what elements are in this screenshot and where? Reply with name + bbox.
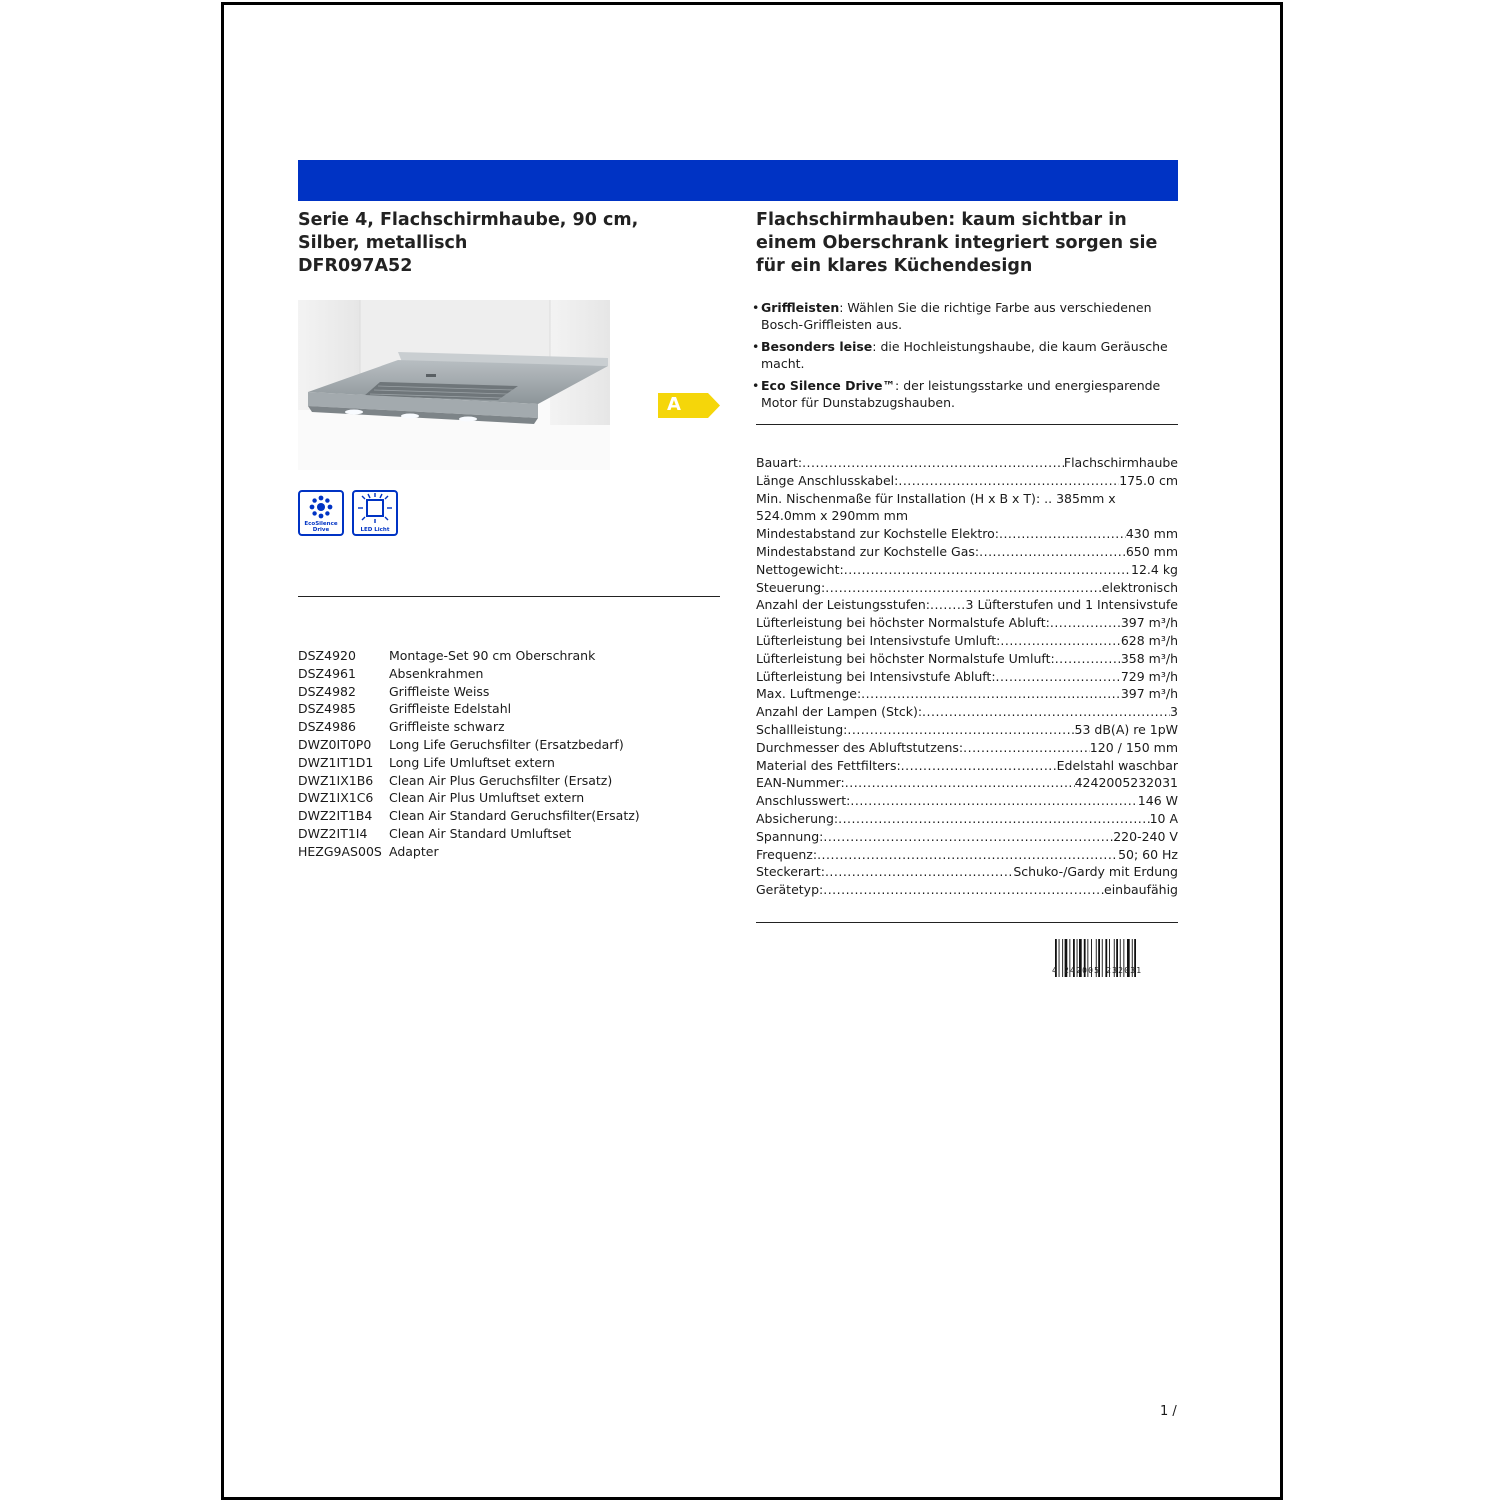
list-item: DSZ4920 Montage-Set 90 cm Oberschrank (298, 648, 596, 663)
spec-row: Anzahl der Lampen (Stck): ..... 3 (756, 703, 1178, 721)
list-item: DSZ4982 Griffleiste Weiss (298, 683, 490, 699)
list-item: DWZ2IT1B4 Clean Air Standard Geruchsfilter(Ersatz) (298, 808, 640, 824)
spec-row: Mindestabstand zur Kochstelle Elektro: ..... 430 mm (756, 525, 1178, 543)
accessories-table (298, 647, 640, 861)
spec-row: Durchmesser des Abluftstutzens: ..... 120 / 150 mm (756, 739, 1178, 757)
product-title-line: Serie 4, Flachschirmhaube, 90 cm, (298, 210, 639, 230)
headline-line: für ein klares Küchendesign (756, 256, 1033, 276)
list-item: DWZ2IT1I4 Clean Air Standard Umluftset (298, 825, 572, 841)
product-photo (298, 300, 610, 470)
led-light-caption: LED Licht (360, 527, 390, 533)
product-title (298, 209, 718, 278)
spec-row: Lüfterleistung bei höchster Normalstufe Abluft: ..... 397 m³/h (756, 614, 1178, 632)
energy-efficiency-label (658, 393, 720, 418)
barcode-digits: 4 242005 232031 (1052, 966, 1143, 975)
spec-row: Steckerart: ..... Schuko-/Gardy mit Erdung (756, 863, 1178, 881)
spec-row: Anzahl der Leistungsstufen: ..... 3 Lüfterstufen und 1 Intensivstufe (756, 596, 1178, 614)
spec-row: Länge Anschlusskabel: ..... 175.0 cm (756, 472, 1178, 490)
spec-row: Lüfterleistung bei höchster Normalstufe Umluft: ..... 358 m³/h (756, 650, 1178, 668)
spec-row: Material des Fettfilters: ..... Edelstahl waschbar (756, 757, 1178, 775)
headline-line: Flachschirmhauben: kaum sichtbar in (756, 210, 1127, 230)
spec-row: Steuerung: ..... elektronisch (756, 579, 1178, 597)
list-item: DSZ4986 Griffleiste schwarz (298, 719, 505, 735)
spec-row: Mindestabstand zur Kochstelle Gas: ..... 650 mm (756, 543, 1178, 561)
list-item: DWZ1IT1D1 Long Life Umluftset extern (298, 754, 555, 770)
product-title-line: Silber, metallisch (298, 233, 468, 253)
list-item: DSZ4961 Absenkrahmen (298, 665, 484, 681)
spec-row: Nettogewicht: ..... 12.4 kg (756, 561, 1178, 579)
spec-row: Schallleistung: ..... 53 dB(A) re 1pW (756, 721, 1178, 739)
feature-item: • Besonders leise: die Hochleistungshaube, die kaum Geräusche macht. (752, 339, 1168, 371)
divider (298, 596, 720, 597)
spec-row: Anschlusswert: ..... 146 W (756, 792, 1178, 810)
eco-silence-caption: EcoSilence Drive (304, 521, 338, 533)
spec-row: EAN-Nummer: ..... 4242005232031 (756, 774, 1178, 792)
spec-row: Min. Nischenmaße für Installation (H x B x T): .. 385mm x 524.0mm x 290mm mm (756, 490, 1116, 524)
brand-header-band (298, 160, 1178, 201)
led-light-badge (352, 490, 398, 536)
spec-row: Max. Luftmenge: ..... 397 m³/h (756, 685, 1178, 703)
spec-row: Lüfterleistung bei Intensivstufe Umluft: ..... 628 m³/h (756, 632, 1178, 650)
spec-row: Frequenz: ..... 50; 60 Hz (756, 846, 1178, 864)
feature-item: • Griffleisten: Wählen Sie die richtige Farbe aus verschiedenen Bosch-Griffleisten aus. (752, 300, 1152, 332)
feature-list (752, 299, 1180, 416)
page-number: 1 / (1160, 1404, 1177, 1419)
feature-item: • Eco Silence Drive™: der leistungsstarke und energiesparende Motor für Dunstabzugshauben. (752, 378, 1161, 410)
energy-class: A (667, 394, 681, 415)
spec-row: Bauart: ..... Flachschirmhaube (756, 454, 1178, 472)
list-item: DWZ1IX1C6 Clean Air Plus Umluftset extern (298, 790, 585, 806)
list-item: HEZG9AS00S Adapter (298, 843, 439, 859)
list-item: DSZ4985 Griffleiste Edelstahl (298, 701, 512, 717)
technical-specifications (756, 454, 1178, 899)
list-item: DWZ1IX1B6 Clean Air Plus Geruchsfilter (Ersatz) (298, 772, 613, 788)
spec-row: Gerätetyp: ..... einbaufähig (756, 881, 1178, 899)
spec-row: Absicherung: ..... 10 A (756, 810, 1178, 828)
spec-row: Spannung: ..... 220-240 V (756, 828, 1178, 846)
product-model-number: DFR097A52 (298, 256, 413, 276)
headline-line: einem Oberschrank integriert sorgen sie (756, 233, 1158, 253)
eco-silence-drive-badge (298, 490, 344, 536)
marketing-headline (756, 209, 1178, 278)
divider (756, 922, 1178, 923)
divider (756, 424, 1178, 425)
spec-row: Lüfterleistung bei Intensivstufe Abluft: ..... 729 m³/h (756, 668, 1178, 686)
list-item: DWZ0IT0P0 Long Life Geruchsfilter (Ersatzbedarf) (298, 736, 624, 752)
